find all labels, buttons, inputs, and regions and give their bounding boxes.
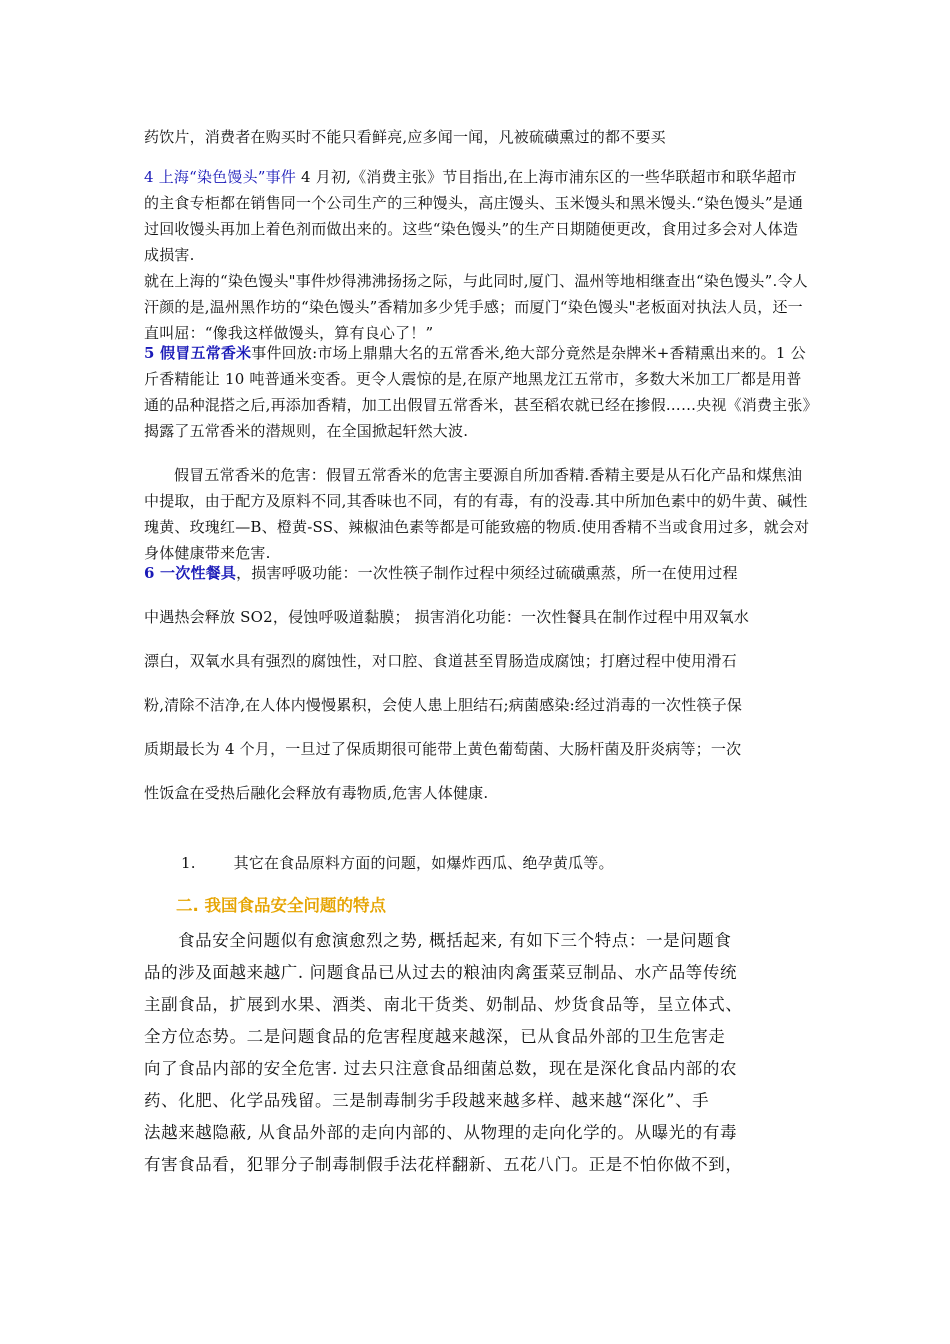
intro-paragraph xyxy=(144,124,812,150)
section-5-paragraph-1 xyxy=(144,340,812,444)
section-2-heading: 二. 我国食品安全问题的特点 xyxy=(176,896,387,915)
list-item xyxy=(181,850,801,876)
section-5-text-1: 事件回放:市场上鼎鼎大名的五常香米,绝大部分竟然是杂牌米+香精熏出来的。1 公斤香精能让 10 吨普通米变香。更令人震惊的是,在原产地黑龙江五常市，多数大米加工厂都是用普通的品种混搭之后,再添加香精，加工出假冒五常香米，甚至稻农就已经在掺假……央视《消费主张》揭露了五常香米的潜规则，在全国掀起轩然大波. xyxy=(144,344,811,440)
section-6-line-2: 中遇热会释放 SO2，侵蚀呼吸道黏膜； 损害消化功能：一次性餐具在制作过程中用双氧水 xyxy=(144,608,750,626)
section-6-line-1: 6 一次性餐具，损害呼吸功能：一次性筷子制作过程中须经过硫磺熏蒸，所一在使用过程 xyxy=(144,564,738,582)
section-4-heading: 4 上海“染色馒头”事件 xyxy=(144,168,297,186)
section-4-paragraph-1 xyxy=(144,164,812,268)
intro-text: 药饮片，消费者在购买时不能只看鲜亮,应多闻一闻，凡被硫磺熏过的都不要买 xyxy=(144,128,666,146)
section-2-line-3: 主副食品，扩展到水果、酒类、南北干货类、奶制品、炒货食品等，呈立体式、 xyxy=(144,995,743,1014)
section-6-line-3: 漂白，双氧水具有强烈的腐蚀性，对口腔、食道甚至胃肠造成腐蚀；打磨过程中使用滑石 xyxy=(144,652,737,670)
section-2-line-2: 品的涉及面越来越广. 问题食品已从过去的粮油肉禽蛋菜豆制品、水产品等传统 xyxy=(144,963,738,982)
section-5-paragraph-2: 假冒五常香米的危害：假冒五常香米的危害主要源自所加香精.香精主要是从石化产品和煤焦油中提取，由于配方及原料不同,其香味也不同，有的有毒，有的没毒.其中所加色素中的奶牛黄、碱性瑰黄、玫瑰红—B、橙黄-SS、辣椒油色素等都是可能致癌的物质.使用香精不当或食用过多，就会对身体健康带来危害. xyxy=(144,466,810,562)
section-6-line-4: 粉,清除不洁净,在人体内慢慢累积，会使人患上胆结石;病菌感染:经过消毒的一次性筷子保 xyxy=(144,696,743,714)
section-5-heading: 5 假冒五常香米 xyxy=(144,344,252,362)
section-6-heading: 6 一次性餐具 xyxy=(144,564,237,582)
section-4-text-1: 4 月初,《消费主张》节目指出,在上海市浦东区的一些华联超市和联华超市的主食专柜都在销售同一个公司生产的三种馒头，高庄馒头、玉米馒头和黑米馒头.“染色馒头”是通过回收馒头再加上着色剂而做出来的。这些“染色馒头”的生产日期随便更改，食用过多会对人体造成损害. xyxy=(144,168,804,264)
list-item-text: 其它在食品原料方面的问题，如爆炸西瓜、绝孕黄瓜等。 xyxy=(233,854,614,872)
section-2-line-8: 有害食品看，犯罪分子制毒制假手法花样翻新、五花八门。正是不怕你做不到， xyxy=(144,1155,743,1174)
section-2-line-4: 全方位态势。二是问题食品的危害程度越来越深，已从食品外部的卫生危害走 xyxy=(144,1027,726,1046)
section-2-line-1: 食品安全问题似有愈演愈烈之势, 概括起来, 有如下三个特点：一是问题食 xyxy=(178,931,732,950)
section-2-line-6: 药、化肥、化学品残留。三是制毒制劣手段越来越多样、越来越“深化”、手 xyxy=(144,1091,710,1110)
section-6-line-5: 质期最长为 4 个月，一旦过了保质期很可能带上黄色葡萄菌、大肠杆菌及肝炎病等；一次 xyxy=(144,740,742,758)
section-4-paragraph-2: 就在上海的“染色馒头"事件炒得沸沸扬扬之际，与此同时,厦门、温州等地相继查出“染色馒头”.令人汗颜的是,温州黑作坊的“染色馒头”香精加多少凭手感；而厦门“染色馒头"老板面对执法人员，还一直叫屈：“像我这样做馒头，算有良心了！” xyxy=(144,272,808,342)
section-2-body xyxy=(144,925,812,1181)
section-4-block xyxy=(144,164,812,346)
section-5-block xyxy=(144,340,812,444)
section-2-line-7: 法越来越隐蔽, 从食品外部的走向内部的、从物理的走向化学的。从曝光的有毒 xyxy=(144,1123,738,1142)
section-6-block xyxy=(144,560,812,824)
section-6-line-6: 性饭盒在受热后融化会释放有毒物质,危害人体健康. xyxy=(144,784,489,802)
list-item-number: 1. xyxy=(181,854,196,872)
section-2-line-5: 向了食品内部的安全危害. 过去只注意食品细菌总数，现在是深化食品内部的农 xyxy=(144,1059,738,1078)
